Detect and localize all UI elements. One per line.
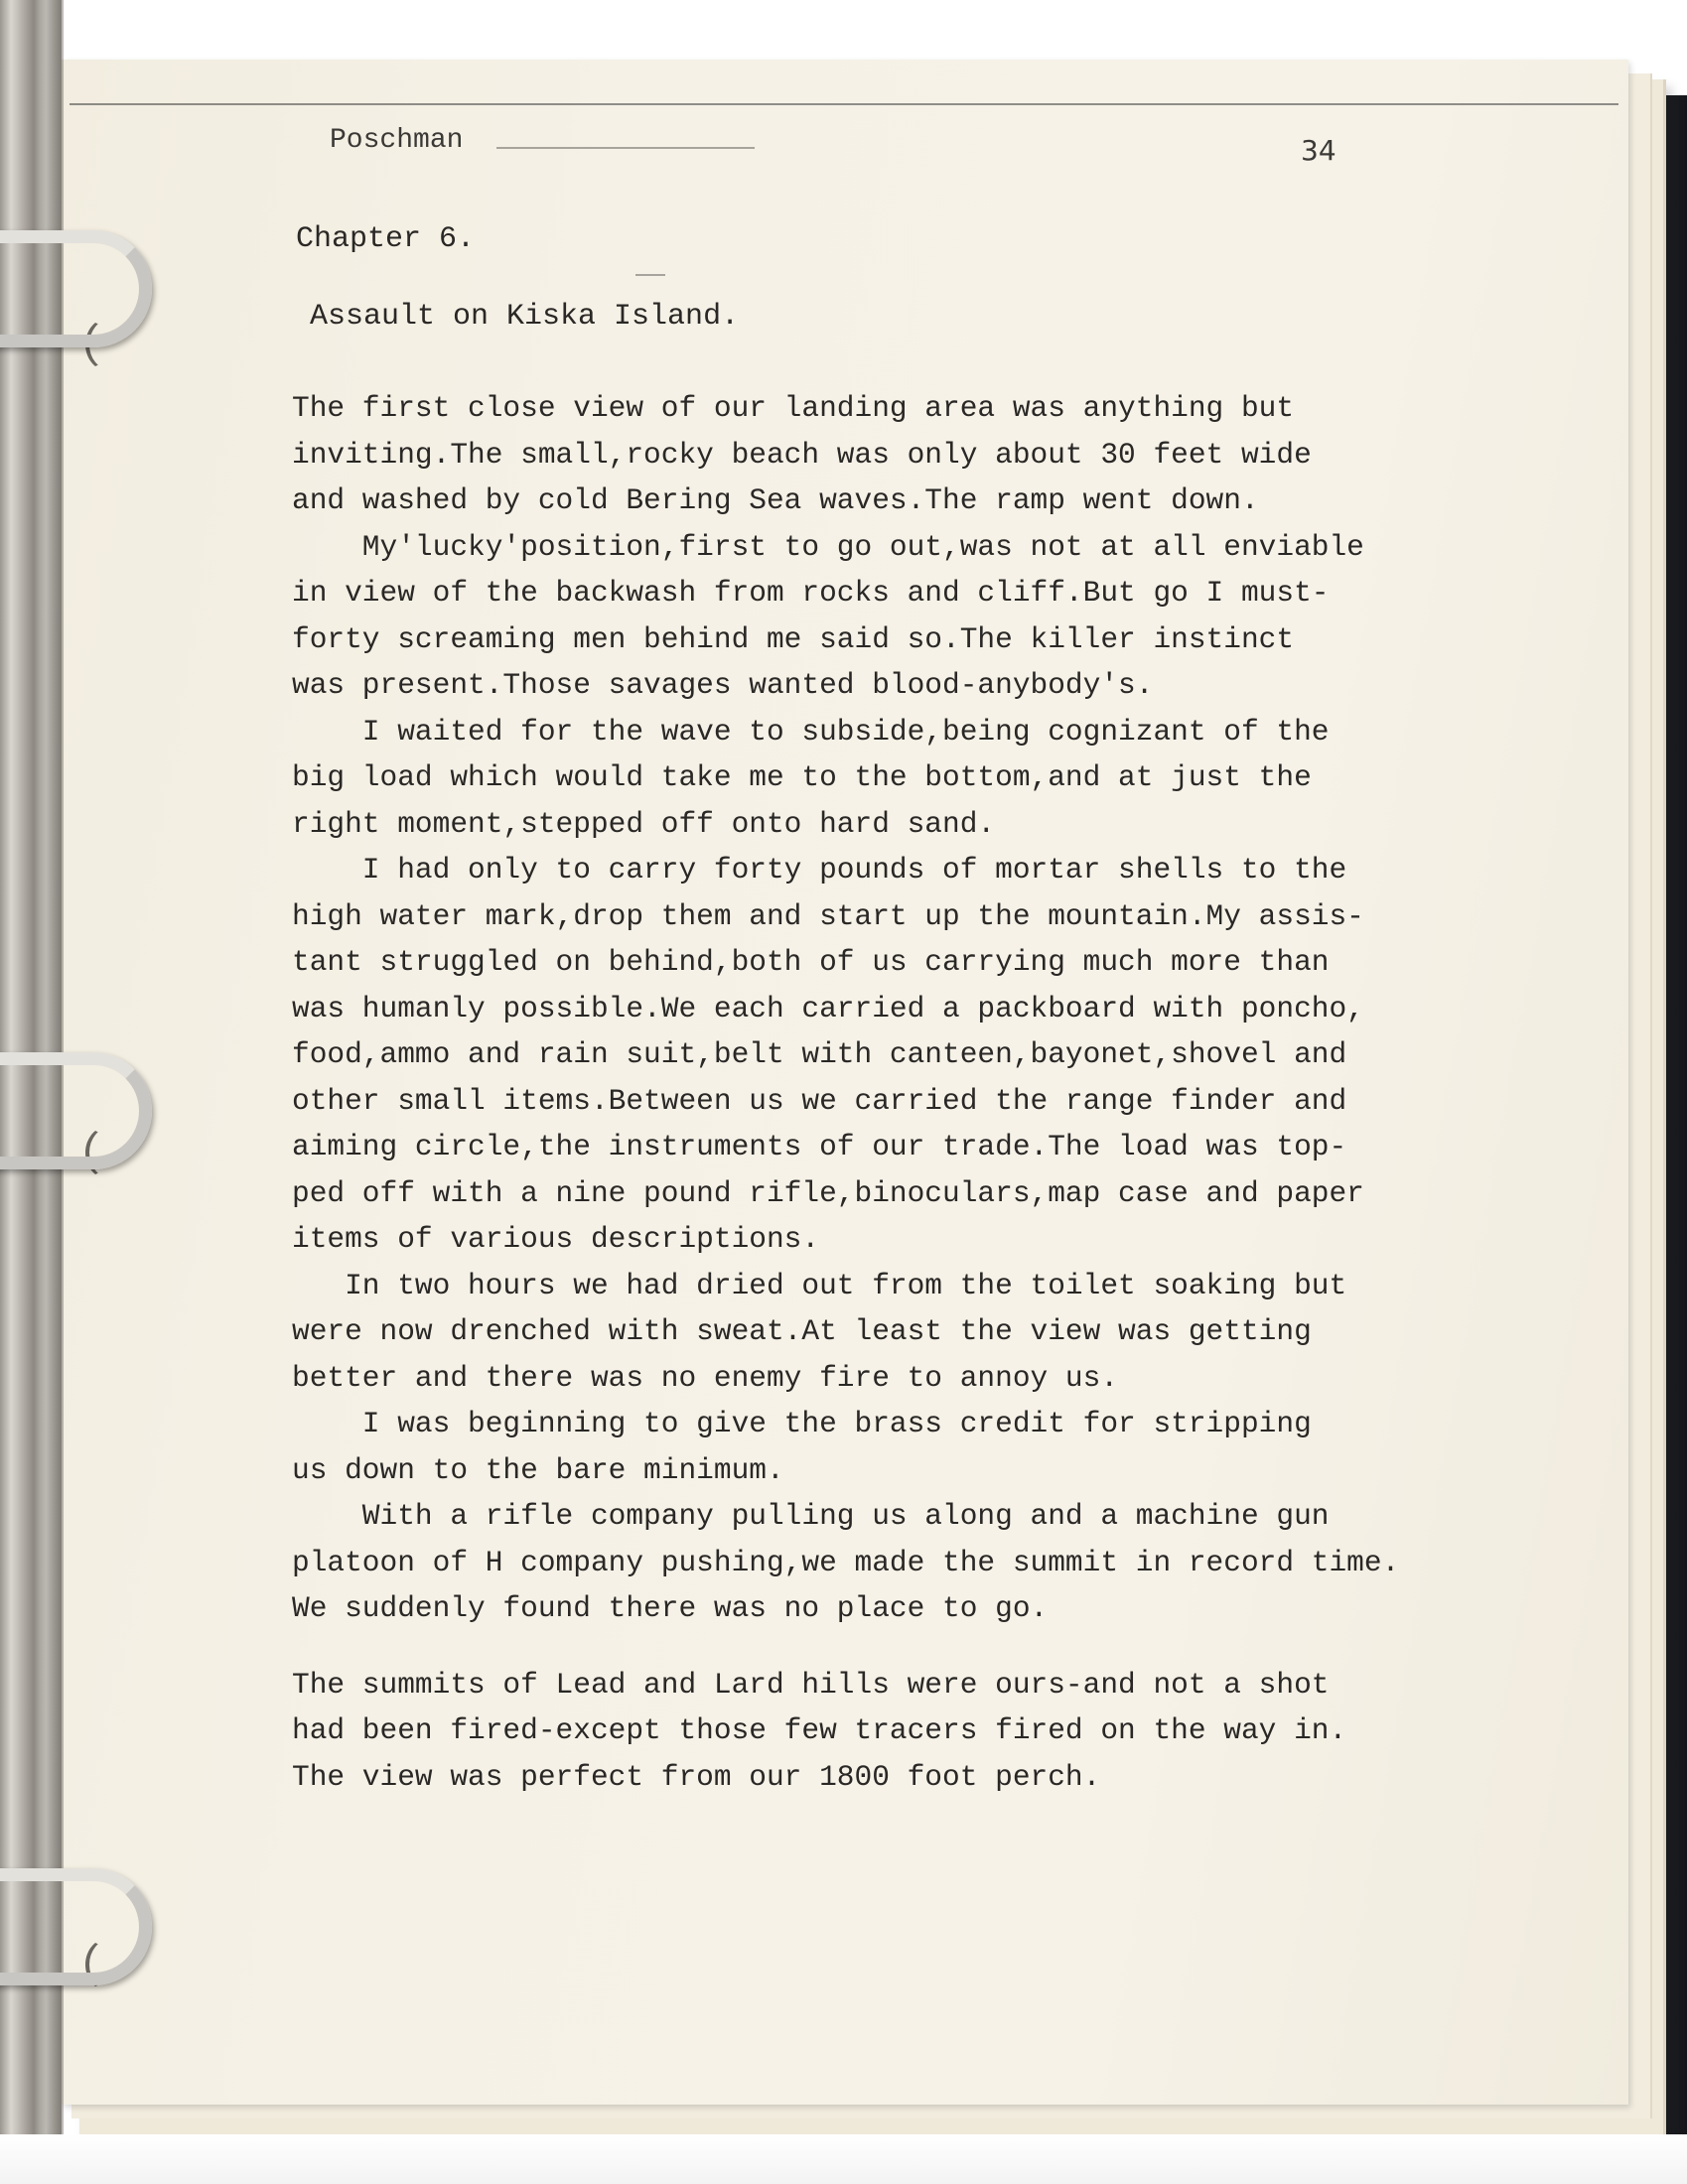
body-line: food,ammo and rain suit,belt with canteen,bayonet,shovel and (292, 1037, 1347, 1071)
body-line: better and there was no enemy fire to annoy us. (292, 1360, 1119, 1395)
body-line: My'lucky'position,first to go out,was not at all enviable (292, 529, 1364, 564)
body-text (292, 385, 1483, 1800)
chapter-dash (635, 274, 665, 276)
body-line: forty screaming men behind me said so.The killer instinct (292, 621, 1295, 656)
body-line: other small items.Between us we carried the range finder and (292, 1083, 1347, 1118)
body-line: were now drenched with sweat.At least the view was getting (292, 1314, 1312, 1348)
paragraph-gap (292, 1632, 1483, 1662)
body-line: aiming circle,the instruments of our trade.The load was top- (292, 1130, 1347, 1163)
body-line: items of various descriptions. (292, 1222, 820, 1256)
body-line: I had only to carry forty pounds of mortar shells to the (292, 853, 1347, 887)
body-line: in view of the backwash from rocks and cliff.But go I must- (292, 576, 1330, 610)
body-line: inviting.The small,rocky beach was only about 30 feet wide (292, 437, 1312, 472)
body-line: ped off with a nine pound rifle,binoculars,map case and paper (292, 1175, 1364, 1210)
body-line: The first close view of our landing area was anything but (292, 391, 1295, 425)
body-line: The summits of Lead and Lard hills were ours-and not a shot (292, 1667, 1330, 1702)
body-line: tant struggled on behind,both of us carrying much more than (292, 945, 1330, 979)
binder-ring (0, 1052, 152, 1169)
body-line: right moment,stepped off onto hard sand. (292, 806, 996, 841)
body-line: In two hours we had dried out from the toilet soaking but (292, 1268, 1347, 1302)
binder-ring (0, 230, 152, 347)
body-line: platoon of H company pushing,we made the summit in record time. (292, 1545, 1400, 1579)
body-line: us down to the bare minimum. (292, 1452, 784, 1487)
header-rule (70, 103, 1618, 105)
page-number: 34 (1301, 134, 1336, 167)
body-line: I was beginning to give the brass credit for stripping (292, 1407, 1312, 1440)
body-line: With a rifle company pulling us along and a machine gun (292, 1499, 1330, 1533)
background-floor (0, 2134, 1687, 2184)
binder-ring (0, 1868, 152, 1985)
body-line: was present.Those savages wanted blood-anybody's. (292, 668, 1154, 702)
body-line: We suddenly found there was no place to go. (292, 1591, 1049, 1625)
body-line: and washed by cold Bering Sea waves.The ramp went down. (292, 483, 1259, 517)
header-author-name: Poschman (330, 125, 464, 156)
body-line: The view was perfect from our 1800 foot perch. (292, 1759, 1101, 1794)
chapter-title: Chapter 6. (296, 222, 476, 256)
section-title: Assault on Kiska Island. (310, 300, 740, 334)
body-line: had been fired-except those few tracers fired on the way in. (292, 1713, 1347, 1747)
body-line: was humanly possible.We each carried a packboard with poncho, (292, 991, 1364, 1025)
header-dash (496, 147, 755, 149)
body-line: high water mark,drop them and start up the mountain.My assis- (292, 898, 1364, 933)
body-line: I waited for the wave to subside,being cognizant of the (292, 714, 1330, 749)
body-line: big load which would take me to the bottom,and at just the (292, 760, 1312, 794)
